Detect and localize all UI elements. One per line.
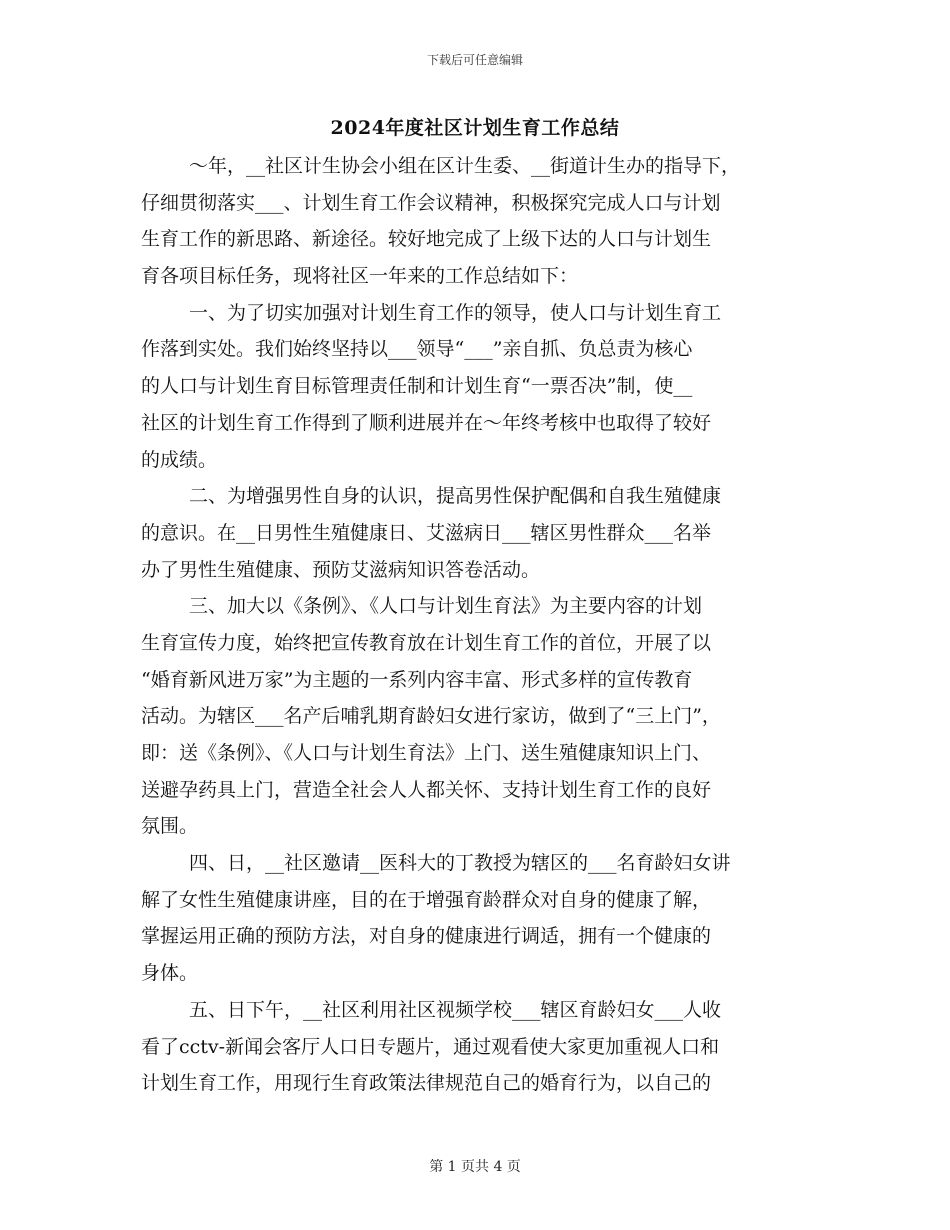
page-number-footer: 第 1 页共 4 页 <box>429 1159 521 1175</box>
document-title: 2024年度社区计划生育工作总结 <box>330 117 620 139</box>
text-line: 办了男性生殖健康、预防艾滋病知识答卷活动。 <box>141 558 541 581</box>
page-header: 下载后可任意编辑 <box>426 53 523 67</box>
text-line: 计划生育工作，用现行生育政策法律规范自己的婚育行为，以自己的 <box>141 1072 712 1095</box>
text-line: 社区的计划生育工作得到了顺利进展并在～年终考核中也取得了较好 <box>141 411 712 434</box>
text-line: 仔细贯彻落实___、计划生育工作会议精神，积极探究完成人口与计划 <box>141 191 721 214</box>
text-line: 四、日，__社区邀请__医科大的丁教授为辖区的___名育龄妇女讲 <box>189 852 731 875</box>
text-line: 二、为增强男性自身的认识，提高男性保护配偶和自我生殖健康 <box>189 485 722 508</box>
text-line: ～年，__社区计生协会小组在区计生委、__街道计生办的指导下， <box>189 155 741 177</box>
text-line: 生育宣传力度，始终把宣传教育放在计划生育工作的首位，开展了以 <box>141 631 712 654</box>
text-line: 三、加大以《条例》、《人口与计划生育法》为主要内容的计划 <box>189 595 703 618</box>
text-line: 的人口与计划生育目标管理责任制和计划生育“一票否决”制，使__ <box>141 375 693 398</box>
text-line: 即：送《条例》、《人口与计划生育法》上门、送生殖健康知识上门、 <box>141 742 712 764</box>
text-line: 掌握运用正确的预防方法，对自身的健康进行调适，拥有一个健康的 <box>141 925 712 948</box>
text-line: “婚育新风进万家”为主题的一系列内容丰富、形式多样的宣传教育 <box>141 668 693 691</box>
document-body <box>141 148 813 1102</box>
text-line: 看了cctv-新闻会客厅人口日专题片，通过观看使大家更加重视人口和 <box>141 1035 720 1058</box>
text-line: 的意识。在__日男性生殖健康日、艾滋病日___辖区男性群众___名举 <box>141 521 712 544</box>
text-line: 生育工作的新思路、新途径。较好地完成了上级下达的人口与计划生 <box>141 228 712 251</box>
text-line: 五、日下午，__社区利用社区视频学校___辖区育龄妇女___人收 <box>189 998 722 1021</box>
text-line: 氛围。 <box>141 815 199 838</box>
text-line: 的成绩。 <box>141 448 218 471</box>
text-line: 活动。为辖区___名产后哺乳期育龄妇女进行家访，做到了“三上门”， <box>141 705 721 728</box>
text-line: 送避孕药具上门，营造全社会人人都关怀、支持计划生育工作的良好 <box>141 778 712 801</box>
text-line: 一、为了切实加强对计划生育工作的领导，使人口与计划生育工 <box>189 301 722 324</box>
text-line: 作落到实处。我们始终坚持以___领导“___”亲自抓、负总责为核心 <box>141 338 693 361</box>
text-line: 育各项目标任务，现将社区一年来的工作总结如下： <box>141 265 579 288</box>
text-line: 解了女性生殖健康讲座，目的在于增强育龄群众对自身的健康了解， <box>141 888 712 911</box>
text-line: 身体。 <box>141 962 199 985</box>
